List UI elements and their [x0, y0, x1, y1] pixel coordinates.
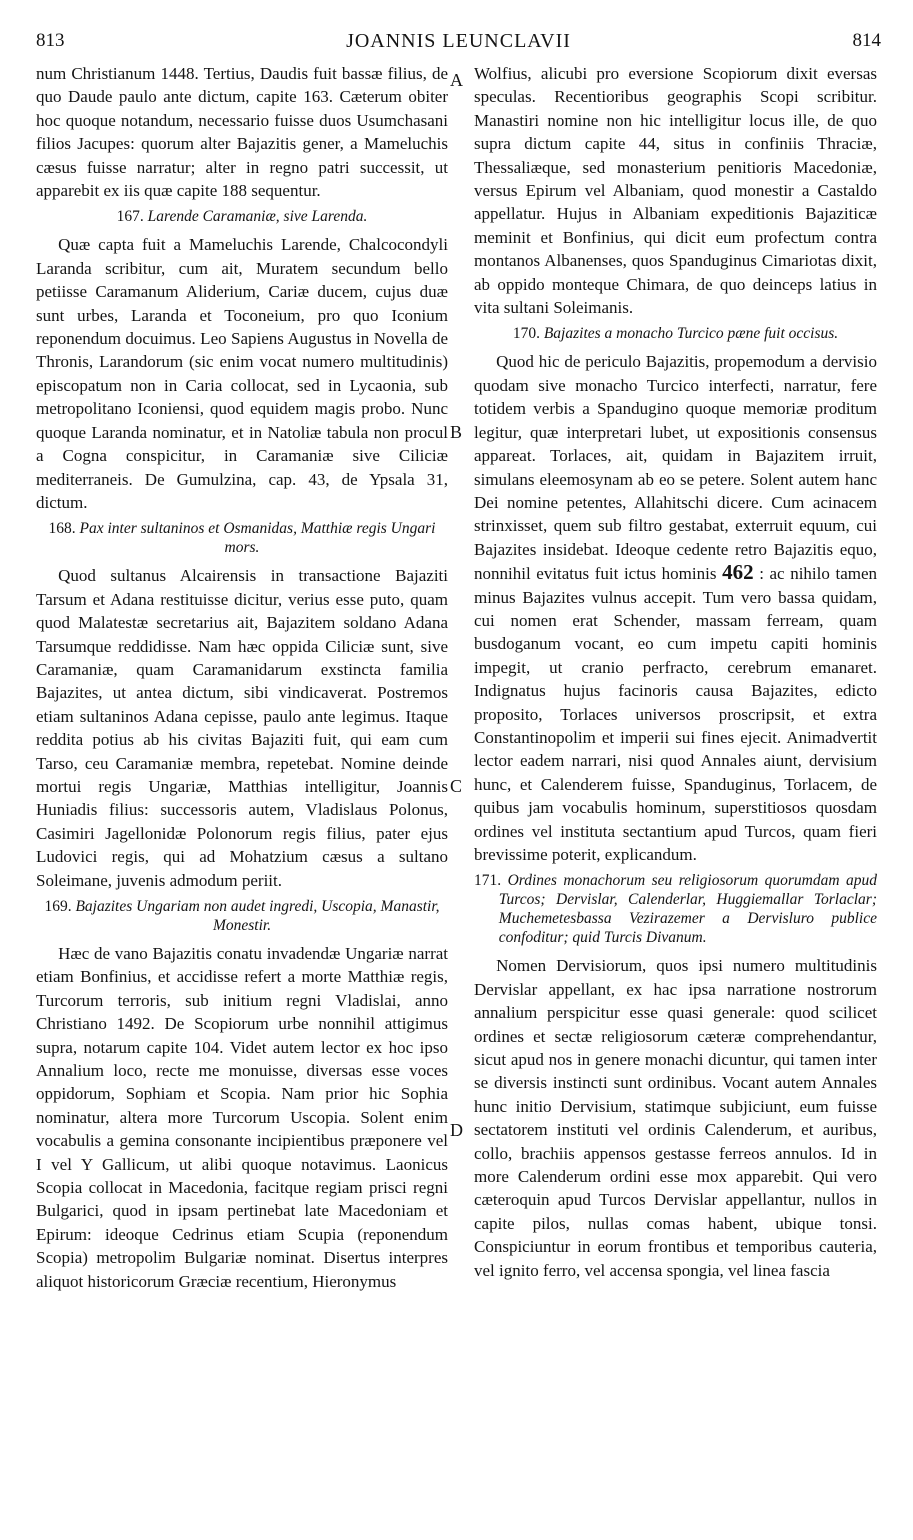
edition-page-marker: 462	[722, 560, 754, 585]
section-title: Bajazites a monacho Turcico pæne fuit occisus.	[543, 325, 839, 343]
paragraph-170	[474, 350, 877, 866]
section-number: 167.	[116, 208, 144, 226]
section-title: Ordines monachorum seu religiosorum quorumdam apud Turcos; Dervislar, Calenderlar, Huggiemallar Torlaclar; Muchemetesbassa Vezirazemer a Dervisluro publice confoditur; quid Turcis Divanum.	[498, 872, 877, 947]
paragraph-171: Nomen Dervisiorum, quos ipsi numero multitudinis Dervislar appellant, ex hac ipsa narratione nostrorum annalium perspicitur esse quasi generale: quod scilicet ordines et sectæ religiosorum cæteræ comprehendantur, sicut apud nos in genere monachi dicuntur, qui tamen inter se diversis instincti sunt ordinibus. Vocant autem Annales hunc initio Dervisium, statimque subjiciunt, eum fuisse sectatorem instituti vel ordinis Calenderum, et auribus, collo, brachiis appensos gestasse ferreos annulos. Id in more Calenderum ordini esse mox apparebit. Qui vero cæteroquin apud Turcos Dervislar appellantur, nullos in capite pilos, nullas comas habent, ubique tonsi. Conspiciuntur in eorum frontibus et temporibus cauteria, vel ignito ferro, vel accensa spongia, vel linea fascia	[474, 956, 877, 1280]
section-title: Larende Caramaniæ, sive Larenda.	[147, 208, 368, 226]
left-column	[36, 62, 448, 1293]
section-heading-168	[36, 519, 448, 557]
paragraph-168: Quod sultanus Alcairensis in transactione Bajaziti Tarsum et Adana restituisse dicitur, verius esse puto, quam quod Malatestæ secretarius ait, Bajazitem soldano Adana Tarsumque reddidisse. Nam hæc oppida Ciliciæ sunt, sive Caramaniæ, quam Caramanidarum exstincta familia Bajazites, ut antea dictum, sibi vindicaverat. Postremos etiam sultaninos Adana cepisse, paulo ante legimus. Itaque reddita potius ab his civitas Bajaziti fuit, qui eam cum Tarso, ceu Caramaniæ membra, repetebat. Nomine deinde mortui regis Ungariæ, Matthias intelligitur, Joannis Huniadis filius: successoris autem, Vladislaus Polonus, Casimiri Jagellonidæ Polonorum regis filius, pater ejus Ludovici regis, qui ad Mohatzium cæsus a sultano Soleimane, juvenis admodum periit.	[36, 566, 448, 890]
paragraph-170-part-2: : ac nihilo tamen minus Bajazites vulnus accepit. Tum vero bassa quidam, cui nomen erat Schender, massam ferream, quam busdoganum vocant, eo cum impetu capiti hominis impegit, ut cranio perfracto, cerebrum emanaret. Indignatus hujus facinoris causa Bajazites, edicto proposito, Torlaces universos proscripsit, et extra Constantinopolim et imperii sui fines ejecit. Animadvertit lector eadem narrari, nisi quod Annales aiunt, dervisium hunc, et Calenderem fuisse, Spanduginus, Torlacem, de quibus jam vocabulis hominum, superstitiosos quosdam ordines vel instituta sectantium apud Turcos, quam fieri brevissime poterit, explicandum.	[474, 564, 878, 864]
section-heading-171	[474, 871, 877, 947]
paragraph-170-part-1: Quod hic de periculo Bajazitis, propemodum a dervisio quodam sive monacho Turcico interfecti, narratur, fere totidem verbis a Spandugino quoque memoriæ proditum legitur, quæ interpretari lubet, ut expositionis consensus appareat. Torlaces, ait, quidam in Bajazitem irruit, simulans eleemosynam ab eo se petere. Solent autem hanc Dei nomine petentes, Allahitschi dicere. Cum acinacem strinxisset, quem sub filtro gestabat, exterruit equum, cui Bajazites insidebat. Ideoque cedente retro Bajazitis equo, nonnihil evitatus fuit ictus hominis	[474, 352, 877, 584]
margin-letter-b: B	[450, 422, 463, 442]
margin-letter-a: A	[450, 70, 463, 90]
page-number-right: 814	[852, 30, 881, 51]
paragraph-167: Quæ capta fuit a Mameluchis Larende, Chalcocondyli Laranda scribitur, cum ait, Muratem secundum bello petiisse Caramanum Aliderium, Cariæ ducem, cujus duæ sunt urbes, Laranda et Toconeium, pro quo Iconium reponendum docuimus. Leo Sapiens Augustus in Novella de Thronis, Larandorum (sic enim vocat numero multitudinis) episcopatum non in Caria collocat, sed in Lycaonia, sub metropolitano Iconiensi, quod equidem magis probo. Nunc quoque Laranda nominatur, et in Natoliæ tabula non procul a Cogna conspicitur, in Caramaniæ sive Ciliciæ mediterraneis. De Gumulzina, cap. 43, de Ypsala 31, dictum.	[36, 235, 448, 512]
running-title: JOANNIS LEUNCLAVII	[346, 30, 571, 52]
section-heading-167	[36, 207, 448, 226]
paragraph-continued: num Christianum 1448. Tertius, Daudis fuit bassæ filius, de quo Daude paulo ante dictum, capite 163. Cæterum obiter hoc quoque notandum, necessario fuisse duos Usumchasani filios Jacupes: quorum alter Bajazitis gener, a Mameluchis cæsus fuisse narratur; alter in regno patri successit, ut apparebit ex iis quæ capite 188 sequentur.	[36, 64, 448, 201]
right-column	[474, 62, 877, 1282]
section-heading-170	[474, 324, 877, 343]
section-heading-169	[36, 897, 448, 935]
section-number: 168.	[48, 520, 76, 538]
paragraph-continued: Wolfius, alicubi pro eversione Scopiorum dixit eversas speculas. Recentioribus geographis Scopi scribitur. Manastiri nomine non hic intelligitur locus ille, de quo supra dictum capite 44, situs in confiniis Thraciæ, Thessaliæque, sed monasterium penitioris Macedoniæ, versus Epirum vel Albaniam, quod monestir a Castaldo appellatur. Hujus in Albaniam expeditionis Bajaziticæ meminit et Bonfinius, qui dicit eum profectum contra montanos Albanenses, quos Spanduginus Cimariotas dixit, ab oppido monteque Chimara, de quo deinceps latius in vita sultani Soleimanis.	[474, 64, 877, 318]
section-number: 171.	[474, 872, 502, 890]
section-number: 169.	[44, 898, 72, 915]
section-number: 170.	[512, 325, 540, 343]
page-header	[36, 30, 881, 54]
margin-letter-c: C	[450, 776, 463, 796]
margin-letter-d: D	[450, 1120, 463, 1140]
page-number-left: 813	[36, 30, 65, 51]
paragraph-169: Hæc de vano Bajazitis conatu invadendæ Ungariæ narrat etiam Bonfinius, et accidisse refert a morte Matthiæ regis, Turcorum terroris, sub initium regni Vladislai, anno Christiano 1492. De Scopiorum urbe nonnihil attigimus supra, notarum capite 104. Videt autem lector ex hoc ipso Annalium loco, recte me monuisse, diversas esse voces oppidorum, Sophiam et Scopia. Nam prior hic Sophia nominatur, altera more Turcorum Uscopia. Solent enim vocabulis a gemina consonante incipientibus præponere vel I vel Y Gallicum, ut alibi quoque notavimus. Laonicus Scopia collocat in Macedonia, facitque regiam prisci regni Bulgarici, quod in ipsam pertinebat late Macedoniam et Epirum: ideoque Cedrinus etiam Scupia (reponendum Scopia) metropolim Bulgariæ nominat. Disertus interpres aliquot historicorum Græciæ recentium, Hieronymus	[36, 944, 448, 1291]
section-title: Pax inter sultaninos et Osmanidas, Matthiæ regis Ungari mors.	[79, 520, 436, 557]
section-title: Bajazites Ungariam non audet ingredi, Uscopia, Manastir, Monestir.	[75, 898, 440, 934]
